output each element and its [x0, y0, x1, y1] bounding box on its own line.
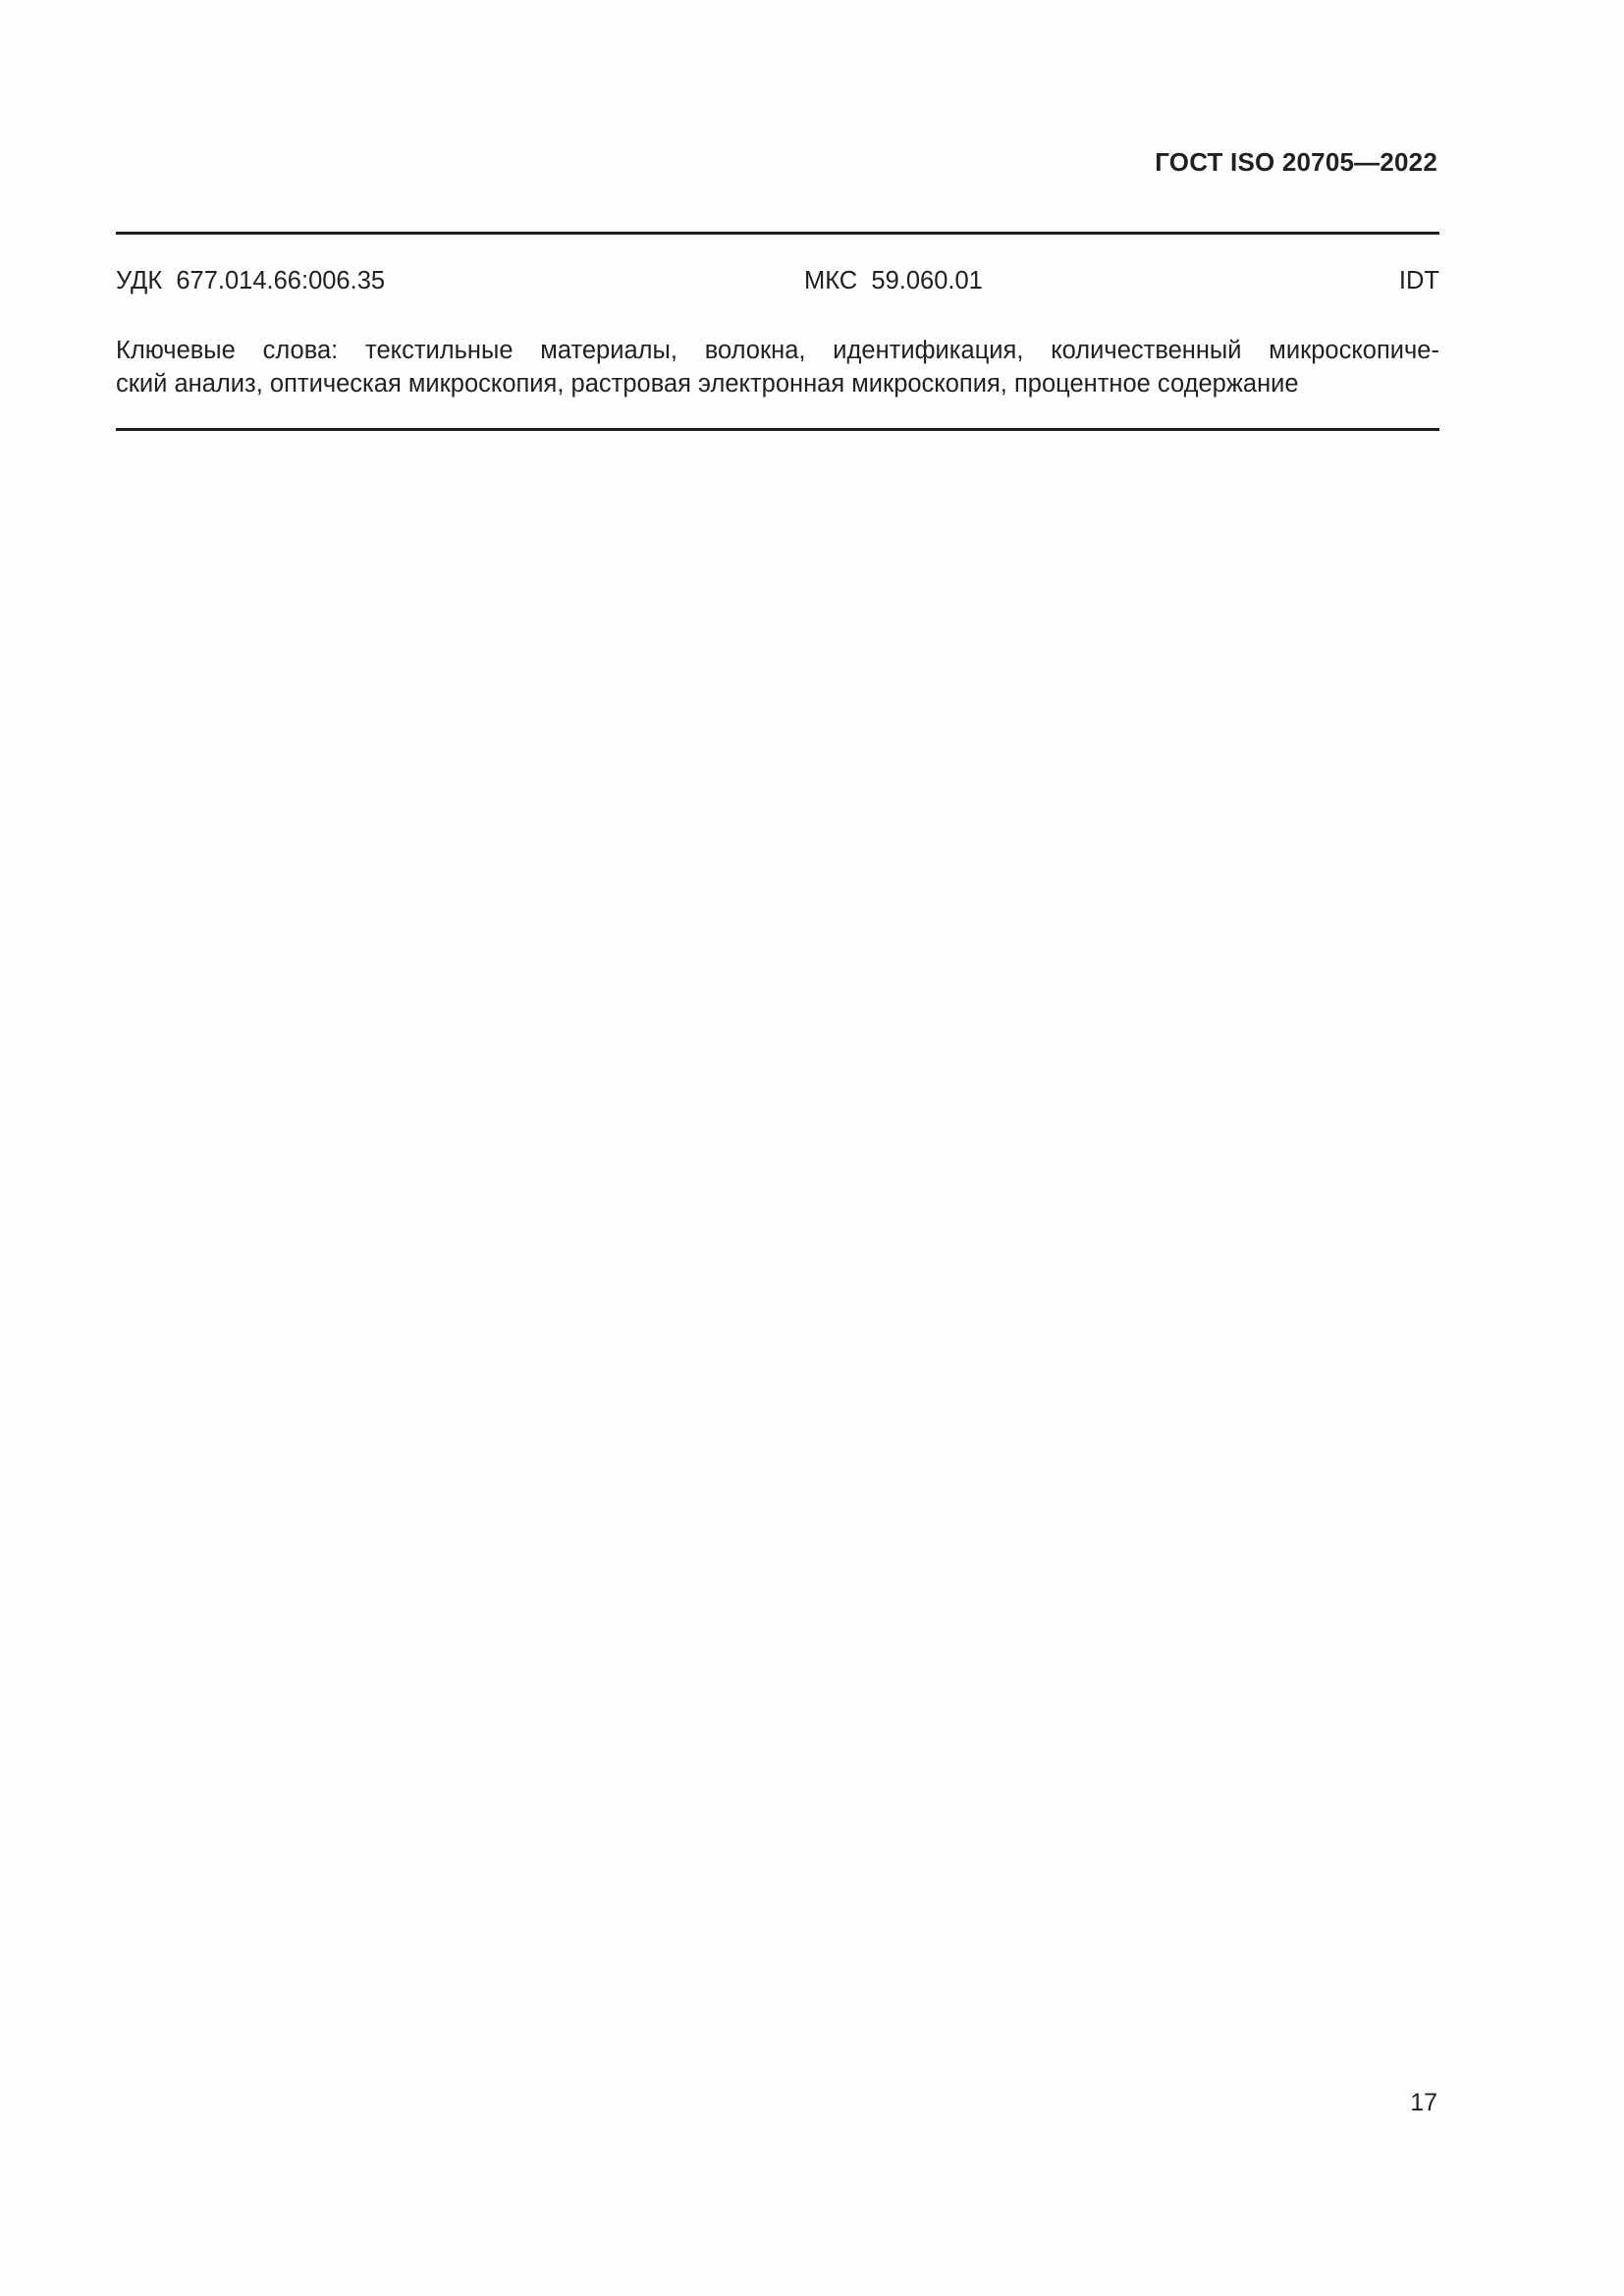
keywords-line-2: ский анализ, оптическая микроскопия, растровая электронная микроскопия, процентное содержание: [116, 370, 1299, 398]
mks-code: [804, 267, 983, 295]
mks-label: МКС: [804, 267, 858, 294]
keywords-line-1: Ключевые слова: текстильные материалы, волокна, идентификация, количественный микроскопиче-: [116, 337, 1439, 364]
mks-value: 59.060.01: [871, 267, 983, 294]
udk-value: 677.014.66:006.35: [176, 267, 386, 294]
bottom-divider: [116, 428, 1439, 431]
keywords-block: [116, 334, 1439, 400]
udk-code: [116, 267, 385, 295]
correspondence-degree: IDT: [1398, 267, 1439, 294]
document-code: ГОСТ ISO 20705—2022: [1155, 147, 1437, 177]
page-number: 17: [1410, 2089, 1437, 2116]
classification-row: [116, 267, 1439, 300]
top-divider: [116, 232, 1439, 235]
udk-label: УДК: [116, 267, 163, 294]
